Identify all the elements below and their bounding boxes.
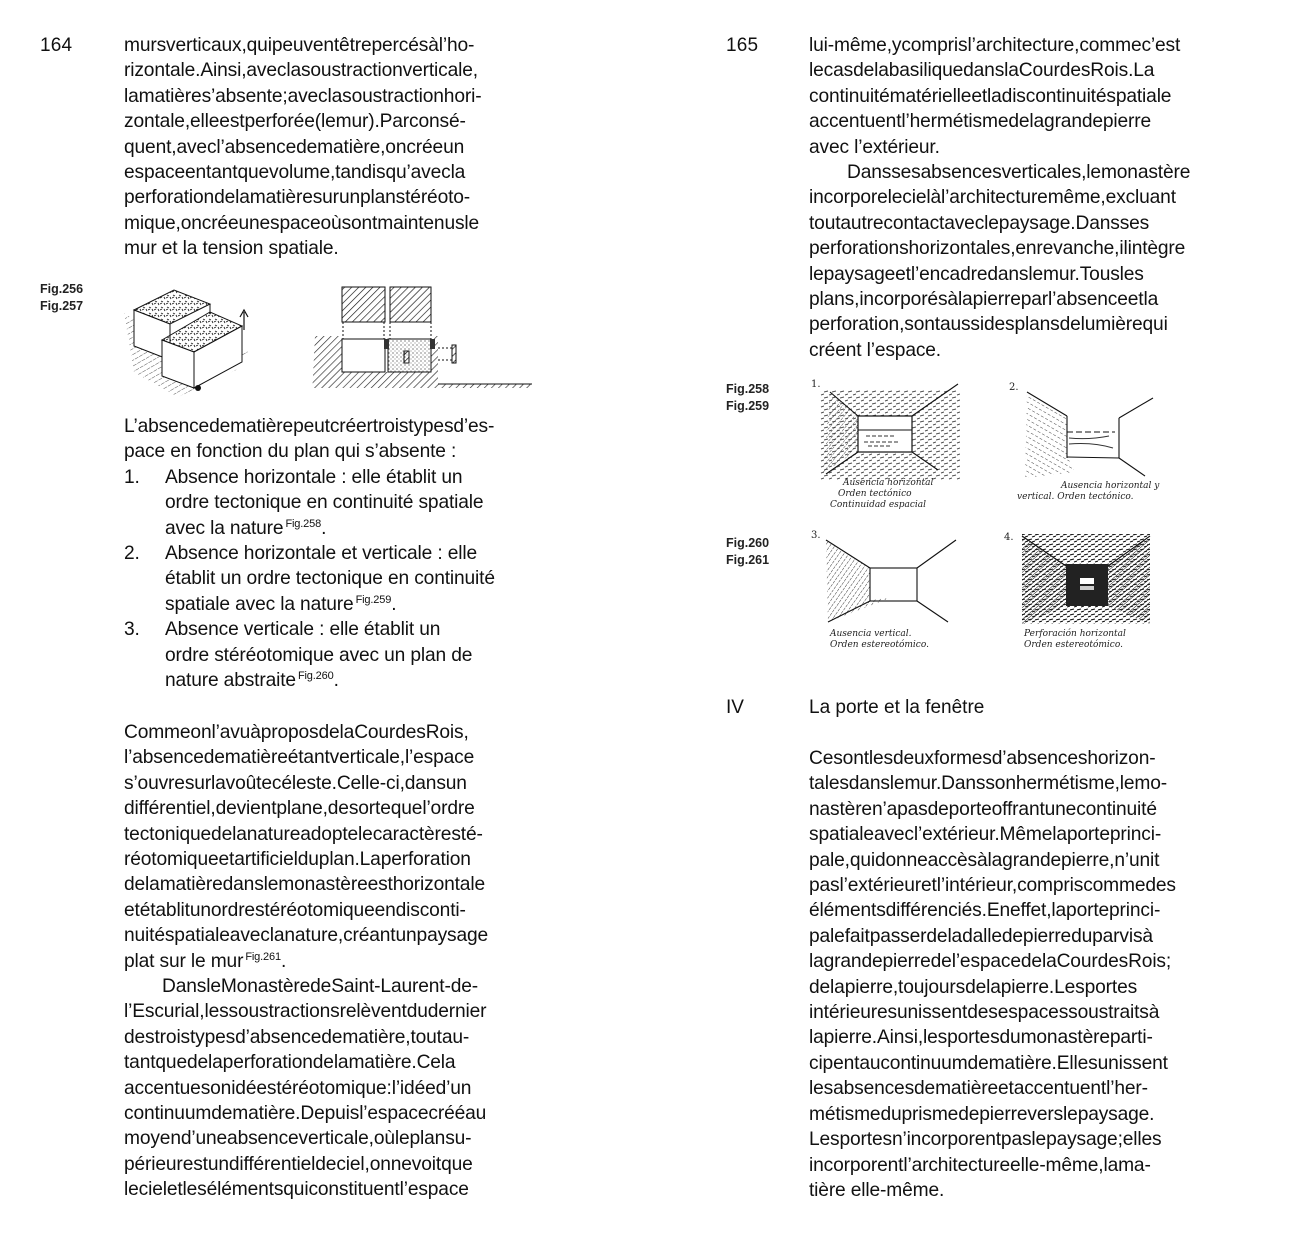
text-line: lecieletlesélémentsquiconstituentl’espace — [124, 1179, 469, 1201]
paragraph-3 — [809, 746, 1258, 1203]
figure-label: Fig.261 — [726, 553, 770, 567]
text-line: DansleMonastèredeSaint-Laurent-de- — [162, 976, 478, 997]
text-line: mique,oncréeunespaceoùsontmaintenusle — [124, 212, 480, 234]
figure-label: Fig.260 — [726, 536, 770, 550]
text-line: plans,incorporésàlapierreparl’absenceetla — [809, 289, 1159, 311]
text-line: delapierre,toujoursdelapierre.Lesportes — [809, 976, 1138, 998]
text-line: nuitéspatialeaveclanature,créantunpaysage — [124, 925, 489, 947]
text-line: mursverticaux,quipeuventêtrepercésàl’ho- — [124, 35, 475, 56]
text-line: incorporentl’architectureelle-même,lama- — [809, 1154, 1151, 1176]
page-number: 165 — [726, 35, 759, 56]
text-line: nastèren’apasdeporteoffrantunecontinuité — [809, 798, 1157, 820]
paragraph-1 — [124, 33, 574, 262]
text-line: ordre tectonique en continuité spatiale — [165, 492, 484, 514]
text-line: réotomiqueetartificielduplan.Laperforation — [124, 849, 471, 871]
text-line: ordre stéréotomique avec un plan de — [165, 644, 473, 666]
figure-label: Fig.258 — [726, 382, 770, 396]
text-line: incorporelecielàl’architecturemême,excluant — [809, 187, 1176, 209]
sketch-caption: Perforación horizontal — [1024, 629, 1126, 639]
section-title: La porte et la fenêtre — [809, 697, 985, 718]
figure-label: Fig.257 — [40, 299, 84, 313]
text-line: etétablitunordrestéréotomiqueendisconti- — [124, 899, 466, 921]
list-number: 1. — [124, 466, 140, 488]
text-line: lapierre.Ainsi,lesportesdumonastèreparti- — [809, 1027, 1153, 1049]
figure-label: Fig.256 — [40, 282, 84, 296]
text-line: avec l’extérieur. — [809, 136, 940, 158]
text-line: lamatières’absente;aveclasoustractionhori- — [124, 85, 482, 107]
text-line: s’ouvresurlavoûtecéleste.Celle-ci,dansun — [124, 772, 467, 794]
paragraph-4 — [124, 974, 574, 1203]
sketch-number: 2. — [1009, 382, 1019, 393]
text-line: l’absencedematièreétantverticale,l’espace — [124, 747, 475, 769]
text-line: perforationdelamatièresurunplanstéréoto- — [124, 187, 471, 209]
text-line: lui-même,ycomprisl’architecture,commec’est — [809, 35, 1181, 56]
page-number: 164 — [40, 35, 73, 56]
text-line: Absence horizontale et verticale : elle — [165, 543, 477, 565]
text-line: avec la nature — [165, 517, 284, 539]
sketch-caption: Ausencia vertical. — [830, 629, 912, 639]
sketch-number: 1. — [811, 379, 821, 390]
text-line: périeurestundifférentieldeciel,onnevoitque — [124, 1153, 473, 1175]
text-line: destroistypesd’absencedematière,toutau- — [124, 1026, 470, 1048]
text-line: lagrandepierredel’espacedelaCourdesRois; — [809, 951, 1172, 973]
text-line: spatialeavecl’extérieur.Mêmelaporteprinci- — [809, 824, 1162, 846]
figure-258-sketch — [808, 378, 968, 513]
text-line: mur et la tension spatiale. — [124, 238, 339, 260]
text-line: métismeduprismedepierreverslepaysage. — [809, 1103, 1155, 1125]
text-line: pasl’extérieuretl’intérieur,compriscommedes — [809, 875, 1176, 897]
sketch-caption: Ausencia horizontal y — [1061, 481, 1160, 491]
text-line: Cesontlesdeuxformesd’absenceshorizon- — [809, 748, 1156, 769]
text-line: lesabsencesdematièreetaccentuentl’her- — [809, 1078, 1148, 1100]
text-line: tantquedelaperforationdelamatière.Cela — [124, 1052, 456, 1074]
figure-label: Fig.259 — [726, 399, 770, 413]
text-line: Absence horizontale : elle établit un — [165, 466, 463, 488]
text-line: lecasdelabasiliquedanslaCourdesRois.La — [809, 60, 1155, 82]
figure-reference[interactable]: Fig.258 — [285, 517, 322, 530]
figure-reference[interactable]: Fig.259 — [355, 593, 392, 606]
text-line: Commeonl’avuàproposdelaCourdesRois, — [124, 722, 469, 743]
text-line: intérieuresunissentdesespacessoustraitsà — [809, 1002, 1160, 1024]
text-line: perforation,sontaussidesplansdelumièrequi — [809, 314, 1168, 336]
figure-labels — [726, 535, 769, 569]
text-line: palefaitpasserdeladalledepierreduparvisà — [809, 925, 1153, 947]
text-line: pale,quidonneaccèsàlagrandepierre,n’unit — [809, 849, 1160, 871]
section-number: IV — [726, 697, 744, 718]
sketch-number: 3. — [811, 530, 821, 541]
figure-261-sketch — [1000, 528, 1180, 653]
text-line: zontale,elleestperforée(lemur).Parconsé- — [124, 111, 466, 133]
list-item: 3. Absence verticale : elle établit un ordre stéréotomique avec un plan de nature abstraite $^{Fig.260}$. — [124, 617, 574, 693]
text-line: toutautrecontactaveclepaysage.Dansses — [809, 212, 1150, 234]
text-line: pace en fonction du plan qui s’absente : — [124, 441, 457, 463]
text-line: continuumdematière.Depuisl’espacecrééau — [124, 1103, 487, 1125]
sketch-caption: Continuidad espacial — [830, 500, 927, 510]
figure-256-isometric-sketch — [118, 282, 258, 400]
figure-260-sketch — [808, 528, 978, 653]
text-line: moyend’uneabsenceverticale,oùleplansu- — [124, 1128, 472, 1150]
text-line: espaceentantquevolume,tandisqu’avecla — [124, 162, 466, 184]
text-line: accentuentl’hermétismedelagrandepierre — [809, 111, 1152, 133]
list-item: 1. Absence horizontale : elle établit un ordre tectonique en continuité spatiale avec la nature $^{Fig.258}$. — [124, 465, 574, 541]
text-line: lepaysageetl’encadredanslemur.Tousles — [809, 263, 1144, 285]
text-line: l’Escurial,lessoustractionsrelèventdudernier — [124, 1001, 487, 1023]
paragraph-3: Commeonl’avuàproposdelaCourdesRois, l’absencedematièreétantverticale,l’espace s’ouvresurlavoûtecéleste.Celle-ci,dansun différentiel,devientplane,desortequel’ordre tectoniquedelanatureadoptelecaractèresté- réotomiqueetartificielduplan.Laperforation delamatièredanslemonastèreesthorizontale etétablitunordrestéréotomiqueendisconti- nuitéspatialeaveclanature,créantunpaysage plat sur le mur $^{Fig.261}$. — [124, 720, 574, 974]
paragraph-1 — [809, 33, 1258, 363]
text-line: cipentaucontinuumdematière.Ellesunissent — [809, 1052, 1168, 1074]
sketch-caption: Ausencia horizontal — [843, 478, 934, 488]
text-line: nature abstraite — [165, 670, 296, 692]
text-line: créent l’espace. — [809, 339, 941, 361]
right-page — [650, 0, 1299, 1240]
text-line: spatiale avec la nature — [165, 593, 354, 615]
absence-types-list — [124, 465, 574, 694]
list-number: 3. — [124, 619, 140, 641]
figure-reference[interactable]: Fig.261 — [245, 950, 281, 963]
text-line: quent,avecl’absencedematière,oncréeun — [124, 136, 465, 158]
list-item: 2. Absence horizontale et verticale : elle établit un ordre tectonique en continuité spatiale avec la nature $^{Fig.259}$. — [124, 541, 574, 617]
sketch-caption: Orden estereotómico. — [830, 640, 929, 650]
figure-257-section-sketch — [312, 284, 534, 394]
list-number: 2. — [124, 543, 140, 565]
text-line: accentuesonidéestéréotomique:l’idéed’un — [124, 1077, 472, 1099]
sketch-caption: Orden estereotómico. — [1024, 640, 1123, 650]
figure-reference[interactable]: Fig.260 — [297, 670, 334, 683]
text-line: tectoniquedelanatureadoptelecaractèresté- — [124, 823, 483, 845]
text-line: Absence verticale : elle établit un — [165, 619, 441, 641]
sketch-caption: vertical. Orden tectónico. — [1017, 492, 1134, 502]
text-line: tière elle-même. — [809, 1179, 945, 1201]
text-line: plat sur le mur — [124, 950, 244, 972]
sketch-number: 4. — [1004, 532, 1014, 543]
figure-labels — [40, 281, 83, 315]
text-line: rizontale.Ainsi,aveclasoustractionverticale, — [124, 60, 478, 82]
text-line: Danssesabsencesverticales,lemonastère — [847, 162, 1191, 184]
figure-labels — [726, 381, 769, 415]
text-line: delamatièredanslemonastèreesthorizontale — [124, 874, 485, 896]
sketch-caption: Orden tectónico — [838, 489, 912, 499]
text-line: Lesportesn’incorporentpaslepaysage;elles — [809, 1129, 1162, 1151]
text-line: perforationshorizontales,enrevanche,ilintègre — [809, 238, 1186, 260]
text-line: différentiel,devientplane,desortequel’ordre — [124, 798, 475, 820]
text-line: élémentsdifférenciés.Eneffet,laporteprinci- — [809, 900, 1161, 922]
text-line: L’absencedematièrepeutcréertroistypesd’es- — [124, 416, 495, 437]
text-line: continuitématérielleetladiscontinuitéspatiale — [809, 85, 1172, 107]
text-line: talesdanslemur.Danssonhermétisme,lemo- — [809, 773, 1168, 795]
figure-259-sketch — [1005, 378, 1185, 513]
paragraph-2 — [124, 414, 574, 693]
text-line: établit un ordre tectonique en continuité — [165, 568, 495, 590]
